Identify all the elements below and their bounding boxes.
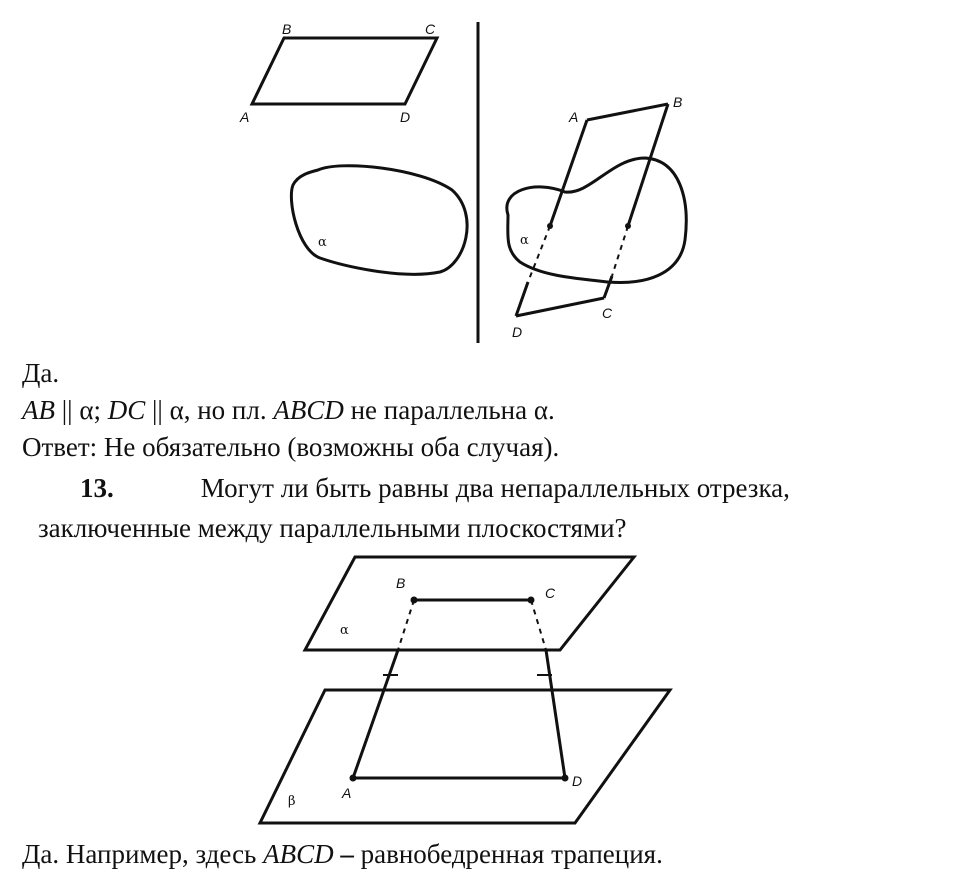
semicolon: ;	[93, 395, 108, 425]
answer2-start: Да. Например, здесь	[22, 839, 264, 869]
figure1-left	[252, 38, 467, 274]
plane-beta	[260, 690, 670, 823]
label-c: C	[545, 585, 556, 601]
alpha-symbol: α	[79, 395, 94, 425]
segment-dc: DC	[107, 395, 146, 425]
point-b	[411, 597, 418, 604]
point-a	[350, 775, 357, 782]
plane-abcd: ABCD	[273, 395, 344, 425]
left-label-alpha: α	[318, 235, 327, 250]
intersection-point-2	[625, 223, 631, 229]
figure2	[260, 557, 670, 823]
answer2-line	[22, 838, 663, 870]
segment-dc-visible	[546, 650, 565, 778]
plane-alpha-right	[507, 158, 686, 283]
figure1-right	[507, 104, 686, 316]
problem-number: 13.	[80, 473, 114, 503]
but-plane: , но пл.	[183, 395, 274, 425]
segment-ab-visible	[353, 650, 398, 778]
period: .	[548, 395, 555, 425]
answer-line: Ответ: Не обязательно (возможны оба случая).	[22, 432, 560, 462]
answer2-abcd: ABCD	[263, 839, 334, 869]
left-label-a: A	[240, 109, 250, 125]
parallelogram-abcd-left	[252, 38, 437, 104]
left-label-d: D	[400, 109, 411, 125]
figure2-hidden	[388, 600, 548, 690]
intersection-point-1	[547, 223, 553, 229]
answer2-end: равнобедренная трапеция.	[360, 839, 663, 869]
yes-line: Да.	[22, 358, 60, 388]
left-label-c: C	[425, 21, 436, 37]
problem-line1	[80, 472, 790, 504]
right-label-d: D	[512, 324, 523, 340]
right-label-b: B	[673, 94, 683, 110]
right-label-a: A	[569, 109, 579, 125]
label-alpha: α	[340, 623, 349, 638]
point-c	[528, 597, 535, 604]
point-d	[562, 775, 569, 782]
label-beta: β	[288, 794, 296, 809]
parallel-statement	[22, 394, 555, 426]
figure1-right-hidden	[528, 226, 628, 282]
plane-alpha-left	[291, 166, 467, 275]
right-label-alpha: α	[520, 233, 529, 248]
answer2-dash: –	[333, 839, 361, 869]
alpha-symbol: α	[533, 395, 548, 425]
label-b: B	[396, 575, 406, 591]
parallel-sign: ||	[145, 395, 170, 425]
not-parallel: не параллельна	[343, 395, 534, 425]
parallel-sign: ||	[55, 395, 80, 425]
right-label-c: C	[602, 305, 613, 321]
problem-text-1: Могут ли быть равны два непараллельных отрезка,	[200, 473, 790, 503]
alpha-symbol: α	[169, 395, 184, 425]
plane-alpha	[305, 557, 634, 650]
problem-line2: заключенные между параллельными плоскостями?	[38, 513, 627, 543]
label-d: D	[572, 773, 583, 789]
left-label-b: B	[282, 21, 292, 37]
label-a: A	[342, 785, 352, 801]
segment-ab: AB	[22, 395, 55, 425]
